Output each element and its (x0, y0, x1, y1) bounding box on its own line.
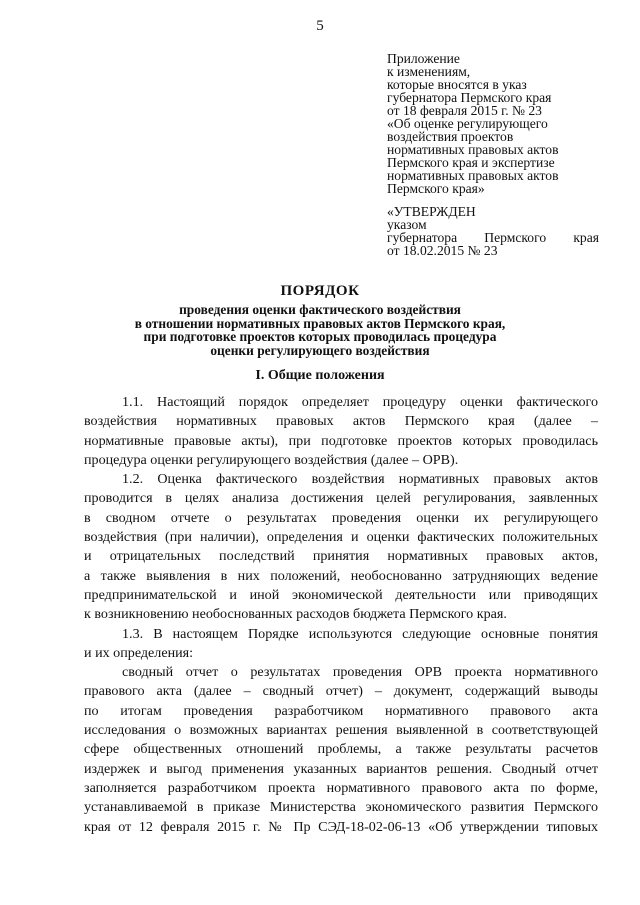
body-line: процедура оценки регулирующего воздействия (далее – ОРВ). (84, 451, 459, 468)
body-line: сфере общественных отношений проблемы, а также результаты расчетов (84, 741, 598, 758)
subtitle-line: в отношении нормативных правовых актов Пермского края, (134, 315, 506, 331)
subtitle-line: оценки регулирующего воздействия (210, 342, 430, 358)
body-line: к возникновению необоснованных расходов бюджета Пермского края. (84, 606, 507, 623)
appendix-line: воздействия проектов (387, 129, 514, 144)
appendix-line: нормативных правовых актов (387, 142, 559, 157)
appendix-line: к изменениям, (387, 64, 471, 79)
body-line: 1.1. Настоящий порядок определяет процедуру оценки фактического (122, 394, 598, 410)
body-line: нормативные правовые акты), при подготовке проектов которых проводилась (84, 432, 598, 449)
body-line: издержек и выгод применения указанных вариантов решения. Сводный отчет (84, 760, 598, 777)
approval-word: Пермского (484, 230, 547, 245)
appendix-line: губернатора Пермского края (387, 90, 552, 105)
appendix-block (387, 52, 602, 195)
document-title: ПОРЯДОК (280, 283, 360, 299)
body-line: края от 12 февраля 2015 г. № Пр СЭД-18-02-06-13 «Об утверждении типовых (84, 818, 598, 835)
appendix-line: Пермского края и экспертизе (387, 155, 555, 170)
page-number: 5 (316, 18, 324, 34)
body-line: и их определения: (84, 644, 194, 661)
body-line: сводный отчет о результатах проведения ОРВ проекта нормативного (122, 664, 598, 681)
appendix-line: Приложение (387, 51, 460, 66)
subtitle-line: проведения оценки фактического воздействия (179, 302, 461, 317)
body-line: исследования о возможных вариантах решения выявленной в соответствующей (84, 722, 598, 739)
approval-line: «УТВЕРЖДЕН (387, 204, 476, 219)
appendix-line: Пермского края» (387, 181, 485, 196)
body-line: воздействия нормативных правовых актов Пермского края (далее – (84, 413, 598, 430)
body-line: и отрицательных последствий принятия нормативных правовых актов, (84, 548, 598, 565)
body-line: предпринимательской и иной экономической деятельности или приводящих (84, 586, 598, 603)
body-line: проводится в целях анализа достижения целей регулирования, заявленных (84, 490, 598, 507)
body-line: воздействия (при наличии), определения и оценки фактических положительных (84, 529, 598, 546)
body-line: по итогам проведения разработчиком нормативного правового акта (84, 702, 598, 719)
body-line: заполняется разработчиком проекта нормативного правового акта по форме, (84, 779, 598, 796)
body-line: в сводном отчете о результатах проведения оценки их регулирующего (84, 509, 598, 526)
body-line: 1.2. Оценка фактического воздействия нормативных правовых актов (122, 471, 598, 488)
body-line: 1.3. В настоящем Порядке используются следующие основные понятия (122, 625, 598, 642)
appendix-line: от 18 февраля 2015 г. № 23 (387, 103, 542, 118)
document-subtitle (100, 303, 540, 357)
appendix-line: которые вносятся в указ (387, 77, 527, 92)
approval-line: указом (387, 217, 427, 232)
approval-word: края (573, 230, 599, 245)
document-body (84, 393, 598, 837)
subtitle-line: при подготовке проектов которых проводилась процедура (143, 329, 497, 344)
approval-line: от 18.02.2015 № 23 (387, 243, 498, 258)
appendix-line: «Об оценке регулирующего (387, 116, 548, 131)
body-line: правового акта (далее – сводный отчет) – документ, содержащий выводы (84, 683, 598, 700)
body-line: а также выявления в них положений, необоснованно затрудняющих ведение (84, 567, 598, 584)
section-heading: I. Общие положения (255, 368, 385, 383)
approval-block (387, 205, 599, 257)
body-line: устанавливаемой в приказе Министерства экономического развития Пермского (84, 799, 598, 816)
appendix-line: нормативных правовых актов (387, 168, 559, 183)
approval-word: губернатора (387, 230, 458, 245)
